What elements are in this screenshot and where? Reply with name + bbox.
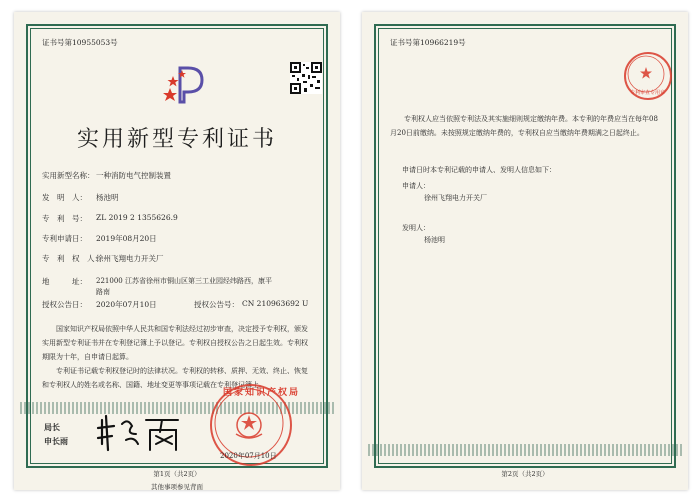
certificate-page-back bbox=[362, 12, 688, 490]
annual-fee-notice: 专利权人应当依照专利法及其实施细则规定缴纳年费。本专利的年费应当在每年08月20日前缴纳。未按照规定缴纳年费的，专利权自应当缴纳年费期满之日起终止。 bbox=[390, 115, 658, 137]
footer-note: 其他事项参见背面 bbox=[151, 483, 203, 491]
inventor-label: 发明人： bbox=[402, 224, 430, 232]
examination-seal-text: 专利审查专用章 bbox=[630, 90, 666, 96]
field-value-inventor: 杨池明 bbox=[96, 193, 119, 202]
field-label-announcement: 授权公告号： bbox=[194, 300, 239, 309]
legal-status-paragraph: 专利证书记载专利权登记时的法律状况。专利权的转移、质押、无效、终止、恢复和专利权人的姓名或名称、国籍、地址变更等事项记载在专利登记簿上。 bbox=[42, 367, 308, 389]
qr-code-icon bbox=[290, 62, 322, 94]
field-value-patentee: 徐州飞翔电力开关厂 bbox=[96, 254, 164, 263]
field-value-patent-number: ZL 2019 2 1355626.9 bbox=[96, 213, 178, 222]
certificate-title: 实用新型专利证书 bbox=[76, 127, 277, 152]
cert-number: 证书号第10955053号 bbox=[42, 38, 118, 47]
field-value-address: 221000 江苏省徐州市铜山区第三工业园经纬路西，康平 bbox=[96, 277, 272, 285]
field-value-filing-date: 2019年08月20日 bbox=[96, 234, 157, 243]
field-value-grant-date: 2020年07月10日 bbox=[96, 300, 157, 309]
seal-date: 2020年07月10日 bbox=[220, 452, 277, 460]
page-number: 第1页（共2页） bbox=[153, 470, 201, 478]
field-label-patent-number: 专 利 号： bbox=[42, 214, 87, 223]
director-title: 局长 bbox=[44, 422, 60, 432]
director-signature bbox=[96, 410, 186, 454]
seal-text: 国家知识产权局 bbox=[223, 388, 301, 398]
field-value-name: 一种消防电气控制装置 bbox=[96, 171, 171, 180]
field-label-grant-date: 授权公告日： bbox=[42, 300, 87, 309]
field-label-filing-date: 专利申请日： bbox=[42, 234, 87, 243]
cert-number: 证书号第10966219号 bbox=[390, 38, 466, 47]
inventor-value: 杨池明 bbox=[424, 236, 445, 244]
field-label-patentee: 专 利 权 人： bbox=[42, 254, 102, 263]
field-label-name: 实用新型名称： bbox=[42, 171, 95, 180]
field-label-address: 地 址： bbox=[42, 277, 87, 286]
field-value-address-line2: 路南 bbox=[96, 288, 110, 296]
security-stripe bbox=[368, 444, 682, 456]
grant-paragraph: 国家知识产权局依照中华人民共和国专利法经过初步审查，决定授予专利权，颁发实用新型专利证书并在专利登记簿上予以登记。专利权自授权公告之日起生效。专利权期限为十年，自申请日起算。 bbox=[42, 325, 308, 361]
page-number: 第2页（共2页） bbox=[501, 470, 549, 478]
applicant-label: 申请人： bbox=[402, 182, 430, 190]
changes-heading: 申请日时本专利记载的申请人、发明人信息如下： bbox=[402, 166, 556, 174]
director-name: 申长雨 bbox=[44, 436, 68, 446]
field-value-announcement: CN 210963692 U bbox=[242, 299, 309, 308]
field-label-inventor: 发 明 人： bbox=[42, 193, 87, 202]
certificate-page-front bbox=[14, 12, 340, 490]
applicant-value: 徐州飞翔电力开关厂 bbox=[424, 194, 487, 202]
patent-office-logo-icon bbox=[162, 62, 210, 104]
